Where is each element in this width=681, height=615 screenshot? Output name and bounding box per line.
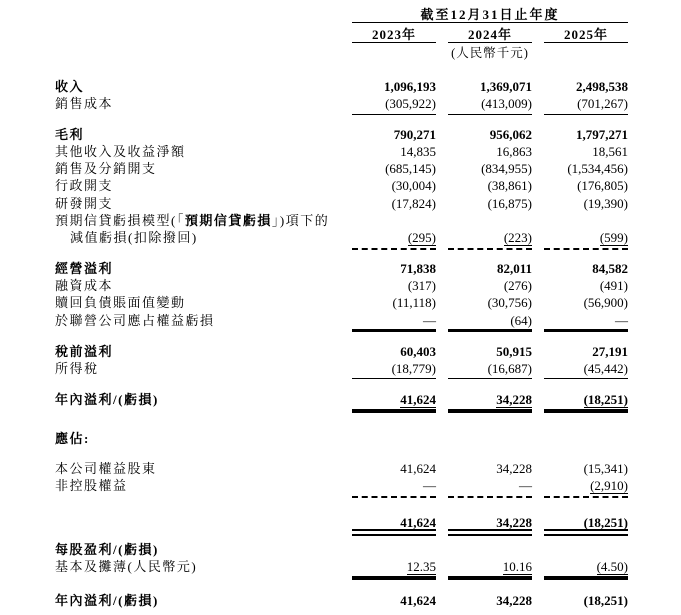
value-cell: 27,191	[592, 343, 628, 359]
value-cell: (491)	[599, 277, 628, 293]
table-row	[55, 592, 628, 609]
dashed-rule-line	[352, 245, 436, 250]
row-label: 於聯營公司應占權益虧損	[55, 312, 215, 328]
value-cell: (276)	[503, 277, 532, 293]
row-values	[352, 160, 628, 177]
row-label: 融資成本	[55, 277, 114, 293]
value-cell: (64)	[510, 312, 532, 328]
dashed-rule-line	[544, 245, 628, 250]
underlined-value: (4.50)	[596, 559, 628, 575]
section-gap	[55, 415, 628, 430]
value-cell: 71,838	[400, 260, 436, 276]
value-cell: 790,271	[393, 126, 436, 142]
section-gap	[55, 381, 628, 391]
year-column-2025: 2025年	[544, 26, 628, 43]
value-cell: 16,863	[496, 143, 532, 159]
currency-unit-note: (人民幣千元)	[451, 46, 529, 60]
rule-row-spacer	[55, 245, 340, 250]
row-label	[55, 212, 352, 229]
underlined-value: (295)	[407, 230, 436, 246]
underlined-value: 12.35	[406, 559, 436, 575]
header-columns-area	[352, 6, 628, 62]
row-label-part: 」)項下的	[271, 213, 330, 229]
value-cell: (16,875)	[487, 195, 532, 211]
value-cell: (19,390)	[583, 195, 628, 211]
value-cell: 956,062	[489, 126, 532, 142]
row-label-part-bold: 預期信貸虧損	[184, 213, 272, 229]
value-cell: 41,624	[400, 592, 436, 608]
row-values	[352, 143, 628, 160]
row-label-part: 預期信貸虧損模型(「	[55, 213, 185, 229]
table-row	[55, 430, 628, 447]
row-values	[352, 126, 628, 143]
thick-rule-line	[448, 574, 532, 580]
underlined-value: 34,228	[496, 392, 532, 408]
value-cell: (176,805)	[577, 178, 628, 194]
rule-row-spacer	[55, 574, 340, 580]
row-label: 銷售成本	[55, 96, 114, 112]
rule-row-spacer	[55, 375, 340, 379]
value-cell: 1,096,193	[384, 79, 436, 94]
value-cell: 1,797,271	[576, 126, 628, 142]
table-row	[55, 460, 628, 477]
value-cell: —	[423, 312, 436, 328]
thin-rule-line	[544, 375, 628, 379]
value-cell: (38,861)	[487, 178, 532, 194]
dashed-rule-line	[448, 493, 532, 498]
underlined-value: 41,624	[400, 514, 436, 530]
underlined-value: (223)	[503, 230, 532, 246]
income-statement-table	[55, 78, 628, 609]
value-cell: 34,228	[496, 592, 532, 608]
table-header	[55, 6, 628, 62]
thin-rule-line	[544, 111, 628, 115]
row-values	[352, 294, 628, 311]
row-values	[352, 592, 628, 609]
table-row	[55, 260, 628, 277]
value-cell: 18,561	[592, 143, 628, 159]
underlined-value: 10.16	[502, 559, 532, 575]
rule-row-spacer	[55, 407, 340, 413]
table-row	[55, 294, 628, 311]
row-values	[352, 260, 628, 277]
header-left-spacer	[55, 6, 352, 62]
value-cell: (30,756)	[487, 295, 532, 311]
year-column-2023: 2023年	[352, 26, 436, 43]
thick-rule-line	[544, 407, 628, 413]
value-cell: 84,582	[592, 260, 628, 276]
row-label: 經營溢利	[55, 260, 114, 276]
value-cell: (317)	[407, 277, 436, 293]
row-label: 稅前溢利	[55, 343, 114, 359]
underlined-value: (2,910)	[590, 478, 628, 494]
value-cell: (701,267)	[577, 96, 628, 112]
value-cell: —	[615, 312, 628, 328]
table-row	[55, 78, 628, 95]
value-cell: —	[423, 478, 436, 494]
value-cell: 34,228	[496, 461, 532, 477]
row-label: 銷售及分銷開支	[55, 161, 157, 177]
row-values	[352, 343, 628, 360]
value-cell: (305,922)	[385, 96, 436, 112]
year-column-2024: 2024年	[448, 26, 532, 43]
value-cell: 82,011	[496, 260, 532, 276]
table-row	[55, 212, 628, 229]
value-cell: (1,534,456)	[567, 161, 628, 177]
rule-row-spacer	[55, 493, 340, 498]
value-cell: (16,687)	[487, 361, 532, 377]
section-gap	[55, 117, 628, 126]
dashed-rule-line	[352, 493, 436, 498]
year-header-row	[352, 26, 628, 43]
thin-rule-line	[352, 375, 436, 379]
value-cell: 41,624	[400, 461, 436, 477]
section-gap	[55, 252, 628, 260]
row-label: 應佔:	[55, 430, 90, 446]
value-cell: (56,900)	[583, 295, 628, 311]
value-cell: (11,118)	[392, 295, 436, 311]
table-row	[55, 195, 628, 212]
value-cell: (15,341)	[583, 461, 628, 477]
row-label: 行政開支	[55, 178, 114, 194]
value-cell: (45,442)	[583, 361, 628, 377]
row-label: 其他收入及收益淨額	[55, 143, 186, 159]
table-row	[55, 541, 628, 558]
table-row	[55, 343, 628, 360]
row-label: 研發開支	[55, 195, 114, 211]
value-cell: (18,251)	[583, 592, 628, 608]
value-cell: 50,915	[496, 343, 532, 359]
double-rule-line	[448, 529, 532, 536]
value-cell: (17,824)	[391, 195, 436, 211]
period-title: 截至12月31日止年度	[352, 6, 628, 23]
row-values	[352, 195, 628, 212]
row-label: 基本及攤薄(人民幣元)	[55, 559, 198, 575]
row-label: 所得稅	[55, 361, 99, 377]
underlined-value: (599)	[599, 230, 628, 246]
table-row	[55, 160, 628, 177]
row-label: 減值虧損(扣除撥回)	[70, 230, 198, 246]
rule-row-spacer	[55, 111, 340, 115]
dashed-rule-line	[448, 245, 532, 250]
row-label: 毛利	[55, 126, 85, 142]
value-cell: 14,835	[400, 143, 436, 159]
section-gap	[55, 582, 628, 592]
medium-rule-line	[352, 327, 436, 332]
section-gap	[55, 447, 628, 460]
row-label: 非控股權益	[55, 478, 128, 494]
row-label: 收入	[55, 79, 85, 94]
value-cell: (834,955)	[481, 161, 532, 177]
double-rule-line	[544, 529, 628, 536]
underlined-value: (18,251)	[583, 392, 628, 408]
row-values	[352, 460, 628, 477]
row-label: 贖回負債賬面值變動	[55, 295, 186, 311]
underlined-value: (18,251)	[583, 514, 628, 530]
value-cell: (413,009)	[481, 96, 532, 112]
rule-row-spacer	[55, 529, 340, 536]
dashed-rule-line	[544, 493, 628, 498]
thin-rule-line	[352, 111, 436, 115]
section-gap	[55, 334, 628, 343]
medium-rule-line	[544, 327, 628, 332]
table-row	[55, 177, 628, 194]
row-values	[352, 177, 628, 194]
row-values	[352, 78, 628, 95]
section-gap	[55, 500, 628, 514]
value-cell: (30,004)	[391, 178, 436, 194]
row-values	[352, 277, 628, 294]
thin-rule-line	[448, 111, 532, 115]
value-cell: (18,779)	[391, 361, 436, 377]
row-label: 本公司權益股東	[55, 461, 157, 477]
value-cell: 2,498,538	[576, 79, 628, 94]
value-cell: 60,403	[400, 343, 436, 359]
row-label: 每股盈利/(虧損)	[55, 541, 159, 557]
value-cell: —	[519, 478, 532, 494]
value-cell: (685,145)	[385, 161, 436, 177]
thick-rule-line	[352, 574, 436, 580]
medium-rule-line	[448, 327, 532, 332]
thick-rule-line	[544, 574, 628, 580]
thick-rule-line	[352, 407, 436, 413]
double-rule-line	[352, 529, 436, 536]
table-row	[55, 277, 628, 294]
thick-rule-line	[448, 407, 532, 413]
row-label: 年內溢利/(虧損)	[55, 592, 159, 608]
thin-rule-line	[448, 375, 532, 379]
table-row	[55, 143, 628, 160]
value-cell: 1,369,071	[480, 79, 532, 94]
table-row	[55, 126, 628, 143]
underlined-value: 41,624	[400, 392, 436, 408]
underlined-value: 34,228	[496, 514, 532, 530]
rule-row-spacer	[55, 327, 340, 332]
row-label: 年內溢利/(虧損)	[55, 392, 159, 408]
